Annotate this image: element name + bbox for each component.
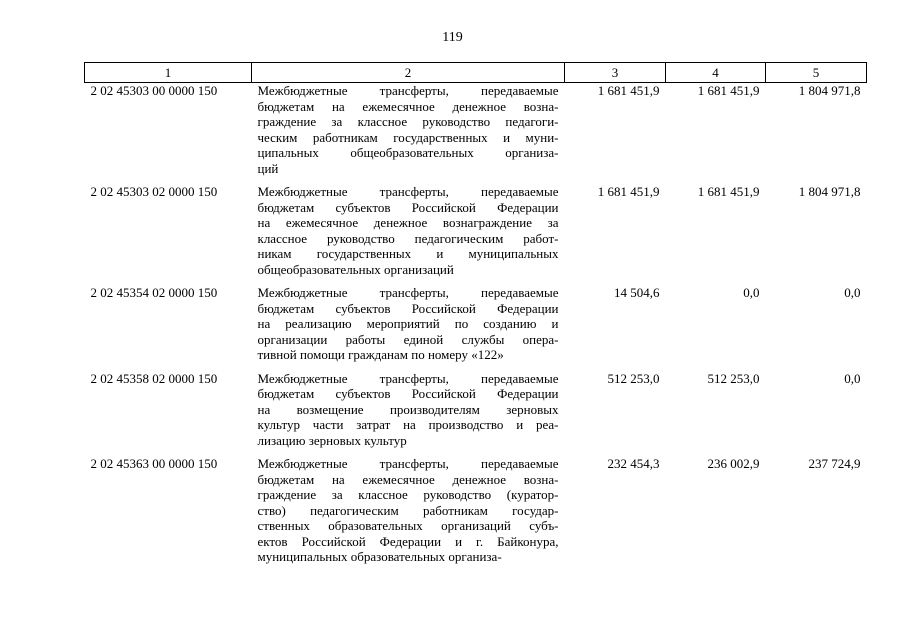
row-description	[252, 371, 565, 457]
description-line: ческим работникам государственных и муни-	[257, 129, 559, 145]
row-description	[252, 456, 565, 573]
description-line: лизацию зерновых культур	[257, 432, 407, 448]
row-value-col3: 14 504,6	[614, 285, 660, 300]
description-line: ство) педагогическим работникам государ-	[257, 502, 559, 518]
row-code: 2 02 45303 02 0000 150	[90, 184, 218, 199]
table-row	[85, 371, 867, 457]
description-line: на возмещение производителям зерновых	[257, 401, 559, 417]
row-code: 2 02 45354 02 0000 150	[90, 285, 218, 300]
description-line: Межбюджетные трансферты, передаваемые	[257, 184, 559, 199]
description-line: ций	[257, 160, 279, 176]
header-col-5: 5	[766, 63, 867, 83]
row-value-col3: 1 681 451,9	[597, 184, 660, 199]
description-line: никам государственных и муниципальных	[257, 246, 559, 261]
row-description	[252, 285, 565, 371]
description-line: ственных образовательных организаций субъ-	[257, 518, 559, 533]
row-value-col3: 232 454,3	[607, 456, 660, 471]
row-value-col4: 1 681 451,9	[697, 184, 760, 199]
row-value-col5: 0,0	[844, 370, 861, 386]
row-value-col5: 237 724,9	[808, 456, 861, 471]
row-value-col5: 1 804 971,8	[798, 184, 861, 199]
description-line: бюджетам субъектов Российской Федерации	[257, 300, 559, 316]
row-description	[252, 184, 565, 285]
description-line: Межбюджетные трансферты, передаваемые	[257, 285, 559, 300]
row-value-col4: 0,0	[743, 285, 760, 300]
row-code: 2 02 45358 02 0000 150	[90, 370, 218, 386]
row-value-col3: 1 681 451,9	[597, 83, 660, 98]
description-line: бюджетам субъектов Российской Федерации	[257, 199, 559, 215]
description-line: бюджетам на ежемесячное денежное возна-	[257, 471, 559, 487]
description-line: организации работы единой службы опера-	[257, 331, 559, 347]
description-line: Межбюджетные трансферты, передаваемые	[257, 370, 559, 386]
budget-table	[84, 62, 867, 573]
table-body	[85, 83, 867, 573]
table-header-row	[85, 63, 867, 83]
table-row	[85, 285, 867, 371]
table-row	[85, 83, 867, 185]
description-line: бюджетам на ежемесячное денежное возна-	[257, 98, 559, 114]
table-row	[85, 456, 867, 573]
row-code: 2 02 45303 00 0000 150	[90, 83, 218, 98]
row-value-col4: 512 253,0	[707, 370, 760, 386]
description-line: граждение за классное руководство (куратор-	[257, 487, 559, 502]
description-line: тивной помощи гражданам по номеру «122»	[257, 347, 504, 362]
page-number: 119	[442, 30, 463, 45]
header-col-3: 3	[565, 63, 666, 83]
description-line: ектов Российской Федерации и г. Байконура,	[257, 533, 559, 549]
row-code: 2 02 45363 00 0000 150	[90, 456, 218, 471]
description-line: на реализацию мероприятий по созданию и	[257, 316, 559, 331]
description-line: общеобразовательных организаций	[257, 261, 454, 277]
table-row	[85, 184, 867, 285]
description-line: граждение за классное руководство педагоги-	[257, 114, 559, 129]
description-line: Межбюджетные трансферты, передаваемые	[257, 456, 559, 471]
description-line: классное руководство педагогическим работ-	[257, 230, 559, 246]
description-line: культур части затрат на производство и реа-	[257, 417, 559, 432]
description-line: бюджетам субъектов Российской Федерации	[257, 386, 559, 401]
row-value-col3: 512 253,0	[607, 370, 660, 386]
row-value-col4: 236 002,9	[707, 456, 760, 471]
row-description	[252, 83, 565, 185]
row-value-col5: 0,0	[844, 285, 861, 300]
description-line: Межбюджетные трансферты, передаваемые	[257, 83, 559, 98]
description-line: муниципальных образовательных организа-	[257, 549, 502, 564]
description-line: на ежемесячное денежное вознаграждение за	[257, 215, 559, 230]
row-value-col4: 1 681 451,9	[697, 83, 760, 98]
row-value-col5: 1 804 971,8	[798, 83, 861, 98]
header-col-1: 1	[85, 63, 252, 83]
description-line: ципальных общеобразовательных организа-	[257, 145, 559, 160]
header-col-2: 2	[252, 63, 565, 83]
header-col-4: 4	[666, 63, 766, 83]
